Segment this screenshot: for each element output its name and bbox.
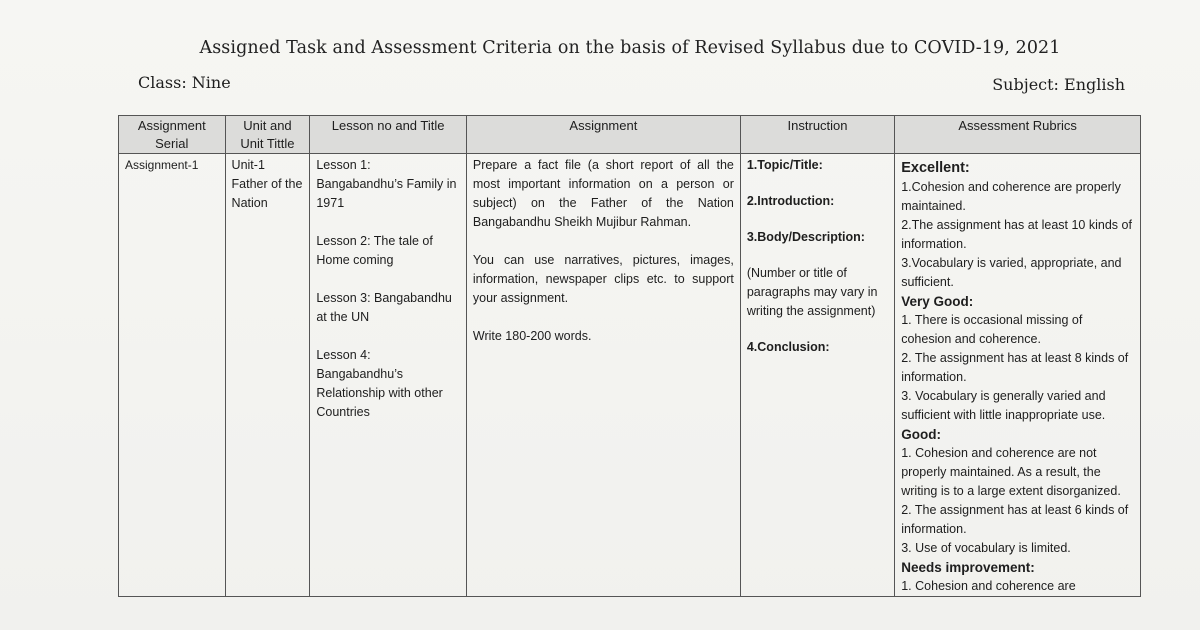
header-assignment-serial: Assignment Serial — [119, 116, 226, 154]
cell-instruction — [740, 154, 894, 597]
table-header-row — [119, 116, 1141, 154]
assessment-table — [118, 115, 1141, 597]
instruction-step: 2.Introduction: — [746, 194, 835, 208]
instruction-note: (Number or title of paragraphs may vary in writing the assignment) — [746, 266, 878, 318]
header-assignment: Assignment — [466, 116, 740, 154]
rubric-level-heading: Good: — [901, 427, 941, 442]
lesson-item: Lesson 2: The tale of Home coming — [316, 234, 433, 267]
instruction-step: 1.Topic/Title: — [746, 158, 823, 172]
rubric-criterion: 1. Cohesion and coherence are — [901, 579, 1076, 593]
lesson-item: Lesson 3: Bangabandhu at the UN — [316, 291, 452, 324]
header-unit-title: Unit and Unit Tittle — [225, 116, 310, 154]
rubric-criterion: 2. The assignment has at least 8 kinds of information. — [901, 351, 1129, 384]
header-instruction: Instruction — [740, 116, 894, 154]
rubric-criterion: 3. Vocabulary is generally varied and sufficient with little inappropriate use. — [901, 389, 1106, 422]
cell-assignment-serial: Assignment-1 — [119, 154, 226, 597]
table-row — [119, 154, 1141, 597]
rubric-criterion: 3.Vocabulary is varied, appropriate, and sufficient. — [901, 256, 1122, 289]
document-title: Assigned Task and Assessment Criteria on the basis of Revised Syllabus due to COVID-19, 2021 — [199, 38, 1061, 58]
lesson-item: Lesson 1: Bangabandhu’s Family in 1971 — [316, 158, 457, 210]
cell-unit: Unit-1 Father of the Nation — [225, 154, 310, 597]
rubric-criterion: 2.The assignment has at least 10 kinds of information. — [901, 218, 1132, 251]
instruction-step: 3.Body/Description: — [746, 230, 865, 244]
cell-assignment — [466, 154, 740, 597]
assignment-paragraph: You can use narratives, pictures, images, information, newspaper clips etc. to support your assignment. — [472, 253, 734, 305]
class-label: Class: Nine — [138, 73, 231, 92]
cell-rubrics — [895, 154, 1141, 597]
assignment-paragraph: Prepare a fact file (a short report of all the most important information on a person or subject) on the Father of the Nation Bangabandhu Sheikh Mujibur Rahman. — [472, 158, 734, 229]
assignment-paragraph: Write 180-200 words. — [472, 329, 592, 343]
rubric-criterion: 3. Use of vocabulary is limited. — [901, 541, 1071, 555]
header-assessment-rubrics: Assessment Rubrics — [895, 116, 1141, 154]
lesson-item: Lesson 4: Bangabandhu’s Relationship with other Countries — [316, 348, 443, 419]
rubric-criterion: 1.Cohesion and coherence are properly maintained. — [901, 180, 1121, 213]
rubric-criterion: 2. The assignment has at least 6 kinds of information. — [901, 503, 1129, 536]
subject-label: Subject: English — [992, 75, 1125, 94]
cell-lessons — [310, 154, 467, 597]
rubric-criterion: 1. Cohesion and coherence are not properly maintained. As a result, the writing is to a large extent disorganized. — [901, 446, 1121, 498]
rubric-level-heading: Very Good: — [901, 294, 974, 309]
rubric-level-heading: Needs improvement: — [901, 560, 1035, 575]
header-lesson-title: Lesson no and Title — [310, 116, 467, 154]
rubric-criterion: 1. There is occasional missing of cohesion and coherence. — [901, 313, 1083, 346]
instruction-step: 4.Conclusion: — [746, 340, 830, 354]
rubric-level-heading: Excellent: — [901, 160, 970, 176]
